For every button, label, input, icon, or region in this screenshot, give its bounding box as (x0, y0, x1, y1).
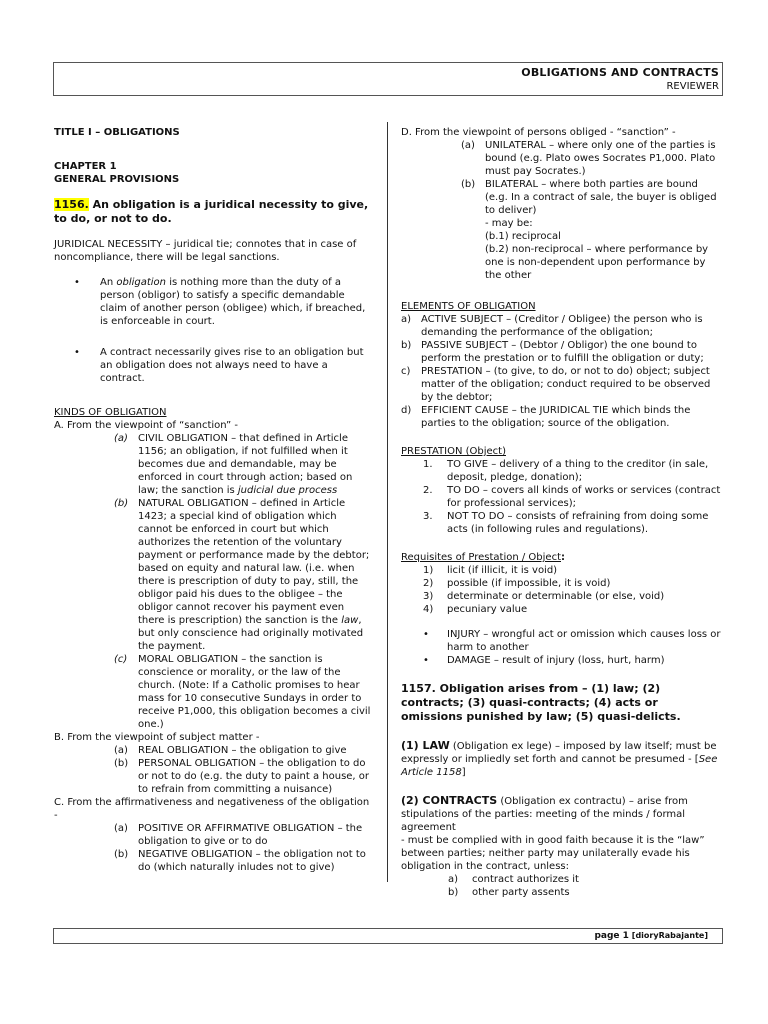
list-item (401, 339, 721, 365)
list-text: pecuniary value (447, 604, 528, 615)
bullet-text: An (100, 277, 117, 288)
list-text: MORAL OBLIGATION – the sanction is conscience or morality, or the law of the church. (Note: If a Catholic promises to hear mass for 10 consecutive Sundays in order to receive P1,000, this obligation becomes a civil one.) (138, 654, 371, 730)
list-label: d) (401, 405, 412, 416)
page-header (53, 62, 723, 96)
list-item (401, 458, 721, 484)
list-text: NEGATIVE OBLIGATION – the obligation not to do (which naturally inludes not to give) (138, 849, 366, 873)
list-item (401, 590, 721, 603)
article-1156-text: An obligation is a juridical necessity to give, to do, or not to do. (54, 198, 369, 225)
kinds-heading: KINDS OF OBLIGATION (54, 407, 167, 418)
list-text: TO DO – covers all kinds of works or services (contract for professional services); (447, 485, 721, 509)
list-label: (a) (114, 745, 128, 756)
list-item (54, 822, 371, 848)
list-label: (b) (461, 179, 476, 190)
law-label: (1) LAW (401, 739, 450, 752)
list-label: c) (401, 366, 411, 377)
list-text: TO GIVE – delivery of a thing to the creditor (in sale, deposit, pledge, donation); (447, 459, 709, 483)
list-text: POSITIVE OR AFFIRMATIVE OBLIGATION – the obligation to give or to do (138, 823, 363, 847)
list-text: (b.1) reciprocal (485, 231, 561, 242)
list-text: ACTIVE SUBJECT – (Creditor / Obligee) the person who is demanding the performance of the obligation; (421, 314, 703, 338)
list-label: 2) (423, 578, 434, 589)
list-label: 1. (423, 459, 433, 470)
list-text: NOT TO DO – consists of refraining from doing some acts (in following rules and regulations). (447, 511, 709, 535)
list-item (401, 603, 721, 616)
list-item (54, 432, 371, 497)
list-text: EFFICIENT CAUSE – the JURIDICAL TIE which binds the parties to the obligation; source of the obligation. (421, 405, 691, 429)
page-number: page 1 (594, 931, 629, 941)
section-a-heading: A. From the viewpoint of “sanction” - (54, 420, 239, 431)
list-emphasis: judicial due process (237, 485, 338, 496)
list-item (401, 873, 721, 886)
list-text: - may be: (485, 218, 533, 229)
law-paragraph (401, 739, 721, 779)
contracts-label: (2) CONTRACTS (401, 794, 498, 807)
footer-text (594, 930, 708, 942)
contracts-text: (Obligation ex contractu) – arise from stipulations of the parties: meeting of the minds / formal agreement (401, 796, 688, 833)
list-text: , but only conscience had originally motivated the payment. (138, 615, 364, 652)
list-item (401, 484, 721, 510)
list-item (54, 653, 371, 731)
juridical-necessity-paragraph: JURIDICAL NECESSITY – juridical tie; connotes that in case of noncompliance, there will be legal sanctions. (54, 239, 357, 263)
list-item (401, 313, 721, 339)
list-text: other party assents (472, 887, 570, 898)
article-1156-number: 1156. (54, 198, 89, 211)
list-text: REAL OBLIGATION – the obligation to give (138, 745, 347, 756)
list-label: a) (401, 314, 412, 325)
list-text: CIVIL OBLIGATION – that defined in Article 1156; an obligation, if not fulfilled when it becomes due and demandable, may be enforced in court through action; based on law; the sanction is (138, 433, 353, 496)
prestation-heading: PRESTATION (Object) (401, 446, 506, 457)
bullet-icon: • (423, 629, 429, 640)
bullet-icon: • (74, 347, 80, 358)
list-item (401, 404, 721, 430)
list-text: PRESTATION – (to give, to do, or not to do) object; subject matter of the obligation; conduct required to be observed by the debtor; (421, 366, 711, 403)
list-label: (b) (114, 498, 129, 509)
bullet-emphasis: obligation (116, 277, 167, 288)
list-item (401, 564, 721, 577)
list-text: licit (if illicit, it is void) (447, 565, 558, 576)
bullet-text: is nothing more than the duty of a person (obligor) to satisfy a specific demandable claim of another person (obligee) which, if breached, is enforceable in court. (100, 277, 366, 327)
list-label: 3) (423, 591, 434, 602)
list-text: (b.2) non-reciprocal – where performance by one is non-dependent upon performance by the other (485, 244, 709, 281)
list-emphasis: law (341, 615, 359, 626)
list-item (401, 886, 721, 899)
bullet-icon: • (74, 277, 80, 288)
section-d-heading: D. From the viewpoint of persons obliged - “sanction” - (401, 127, 676, 138)
list-item (401, 178, 721, 282)
article-1156 (54, 198, 371, 226)
contracts-paragraph (401, 794, 721, 834)
header-subtitle: REVIEWER (666, 81, 719, 92)
section-c-heading: C. From the affirmativeness and negativeness of the obligation - (54, 797, 370, 821)
section-b-heading: B. From the viewpoint of subject matter - (54, 732, 260, 743)
bullet-text: INJURY – wrongful act or omission which causes loss or harm to another (447, 629, 721, 653)
bullet-icon: • (423, 655, 429, 666)
requisites-heading (401, 551, 721, 564)
list-item (54, 757, 371, 796)
bullet-item (401, 654, 721, 667)
law-text: ] (461, 767, 466, 778)
bullet-text: A contract necessarily gives rise to an obligation but an obligation does not always need to have a contract. (100, 347, 364, 384)
list-text: PERSONAL OBLIGATION – the obligation to do or not to do (e.g. the duty to paint a house, or to refrain from committing a nuisance) (138, 758, 370, 795)
list-text: UNILATERAL – where only one of the parties is bound (e.g. Plato owes Socrates P1,000. Plato must pay Socrates.) (485, 140, 716, 177)
list-item (54, 744, 371, 757)
list-label: 4) (423, 604, 434, 615)
list-label: a) (448, 874, 459, 885)
list-item (54, 848, 371, 874)
bullet-item (54, 346, 371, 385)
list-label: (a) (114, 433, 128, 444)
list-label: (c) (114, 654, 128, 665)
list-label: (a) (461, 140, 475, 151)
page-footer (53, 928, 723, 944)
chapter-heading: CHAPTER 1 (54, 161, 117, 172)
bullet-text: DAMAGE – result of injury (loss, hurt, harm) (447, 655, 665, 666)
contracts-paragraph-2: - must be complied with in good faith because it is the “law” between parties; neither party may unilaterally evade his obligation in the contract, unless: (401, 835, 705, 872)
bullet-item (54, 276, 371, 328)
footer-author: [dioryRabajante] (631, 931, 708, 940)
list-label: (b) (114, 758, 129, 769)
list-text: NATURAL OBLIGATION – defined in Article 1423; a special kind of obligation which cannot be enforced in court but which authorizes the retention of the voluntary payment or performance made by the debtor; based on equity and natural law. (i.e. when there is prescription of duty to pay, still, the obligor paid his dues to the obligee – the obligor cannot recover his payment even there is prescription) the sanction is the (138, 498, 370, 626)
list-label: 3. (423, 511, 433, 522)
right-column (401, 126, 721, 899)
list-label: b) (401, 340, 412, 351)
elements-heading: ELEMENTS OF OBLIGATION (401, 301, 536, 312)
list-item (401, 139, 721, 178)
article-1157: 1157. Obligation arises from – (1) law; (2) contracts; (3) quasi-contracts; (4) acts or omissions punished by law; (5) quasi-delicts. (401, 682, 681, 723)
list-item (54, 497, 371, 653)
list-text: contract authorizes it (472, 874, 579, 885)
requisites-colon: : (561, 552, 565, 563)
list-label: (b) (114, 849, 129, 860)
list-label: 1) (423, 565, 434, 576)
requisites-heading-text: Requisites of Prestation / Object (401, 552, 561, 563)
left-column (54, 126, 371, 874)
list-text: possible (if impossible, it is void) (447, 578, 611, 589)
law-reference: See Article 1158 (401, 754, 718, 778)
chapter-subheading: GENERAL PROVISIONS (54, 174, 180, 185)
column-divider (387, 122, 388, 882)
header-title: OBLIGATIONS AND CONTRACTS (521, 66, 719, 79)
list-label: (a) (114, 823, 128, 834)
law-text: (Obligation ex lege) – imposed by law itself; must be expressly or impliedly set forth and cannot be presumed - [ (401, 741, 717, 765)
title-heading: TITLE I – OBLIGATIONS (54, 127, 180, 138)
list-label: b) (448, 887, 459, 898)
list-item (401, 510, 721, 536)
list-text: PASSIVE SUBJECT – (Debtor / Obligor) the one bound to perform the prestation or to fulfill the obligation or duty; (421, 340, 704, 364)
list-label: 2. (423, 485, 433, 496)
bullet-item (401, 628, 721, 654)
list-text: determinate or determinable (or else, void) (447, 591, 665, 602)
list-item (401, 365, 721, 404)
list-item (401, 577, 721, 590)
list-text: BILATERAL – where both parties are bound (e.g. In a contract of sale, the buyer is obliged to deliver) (485, 179, 717, 216)
